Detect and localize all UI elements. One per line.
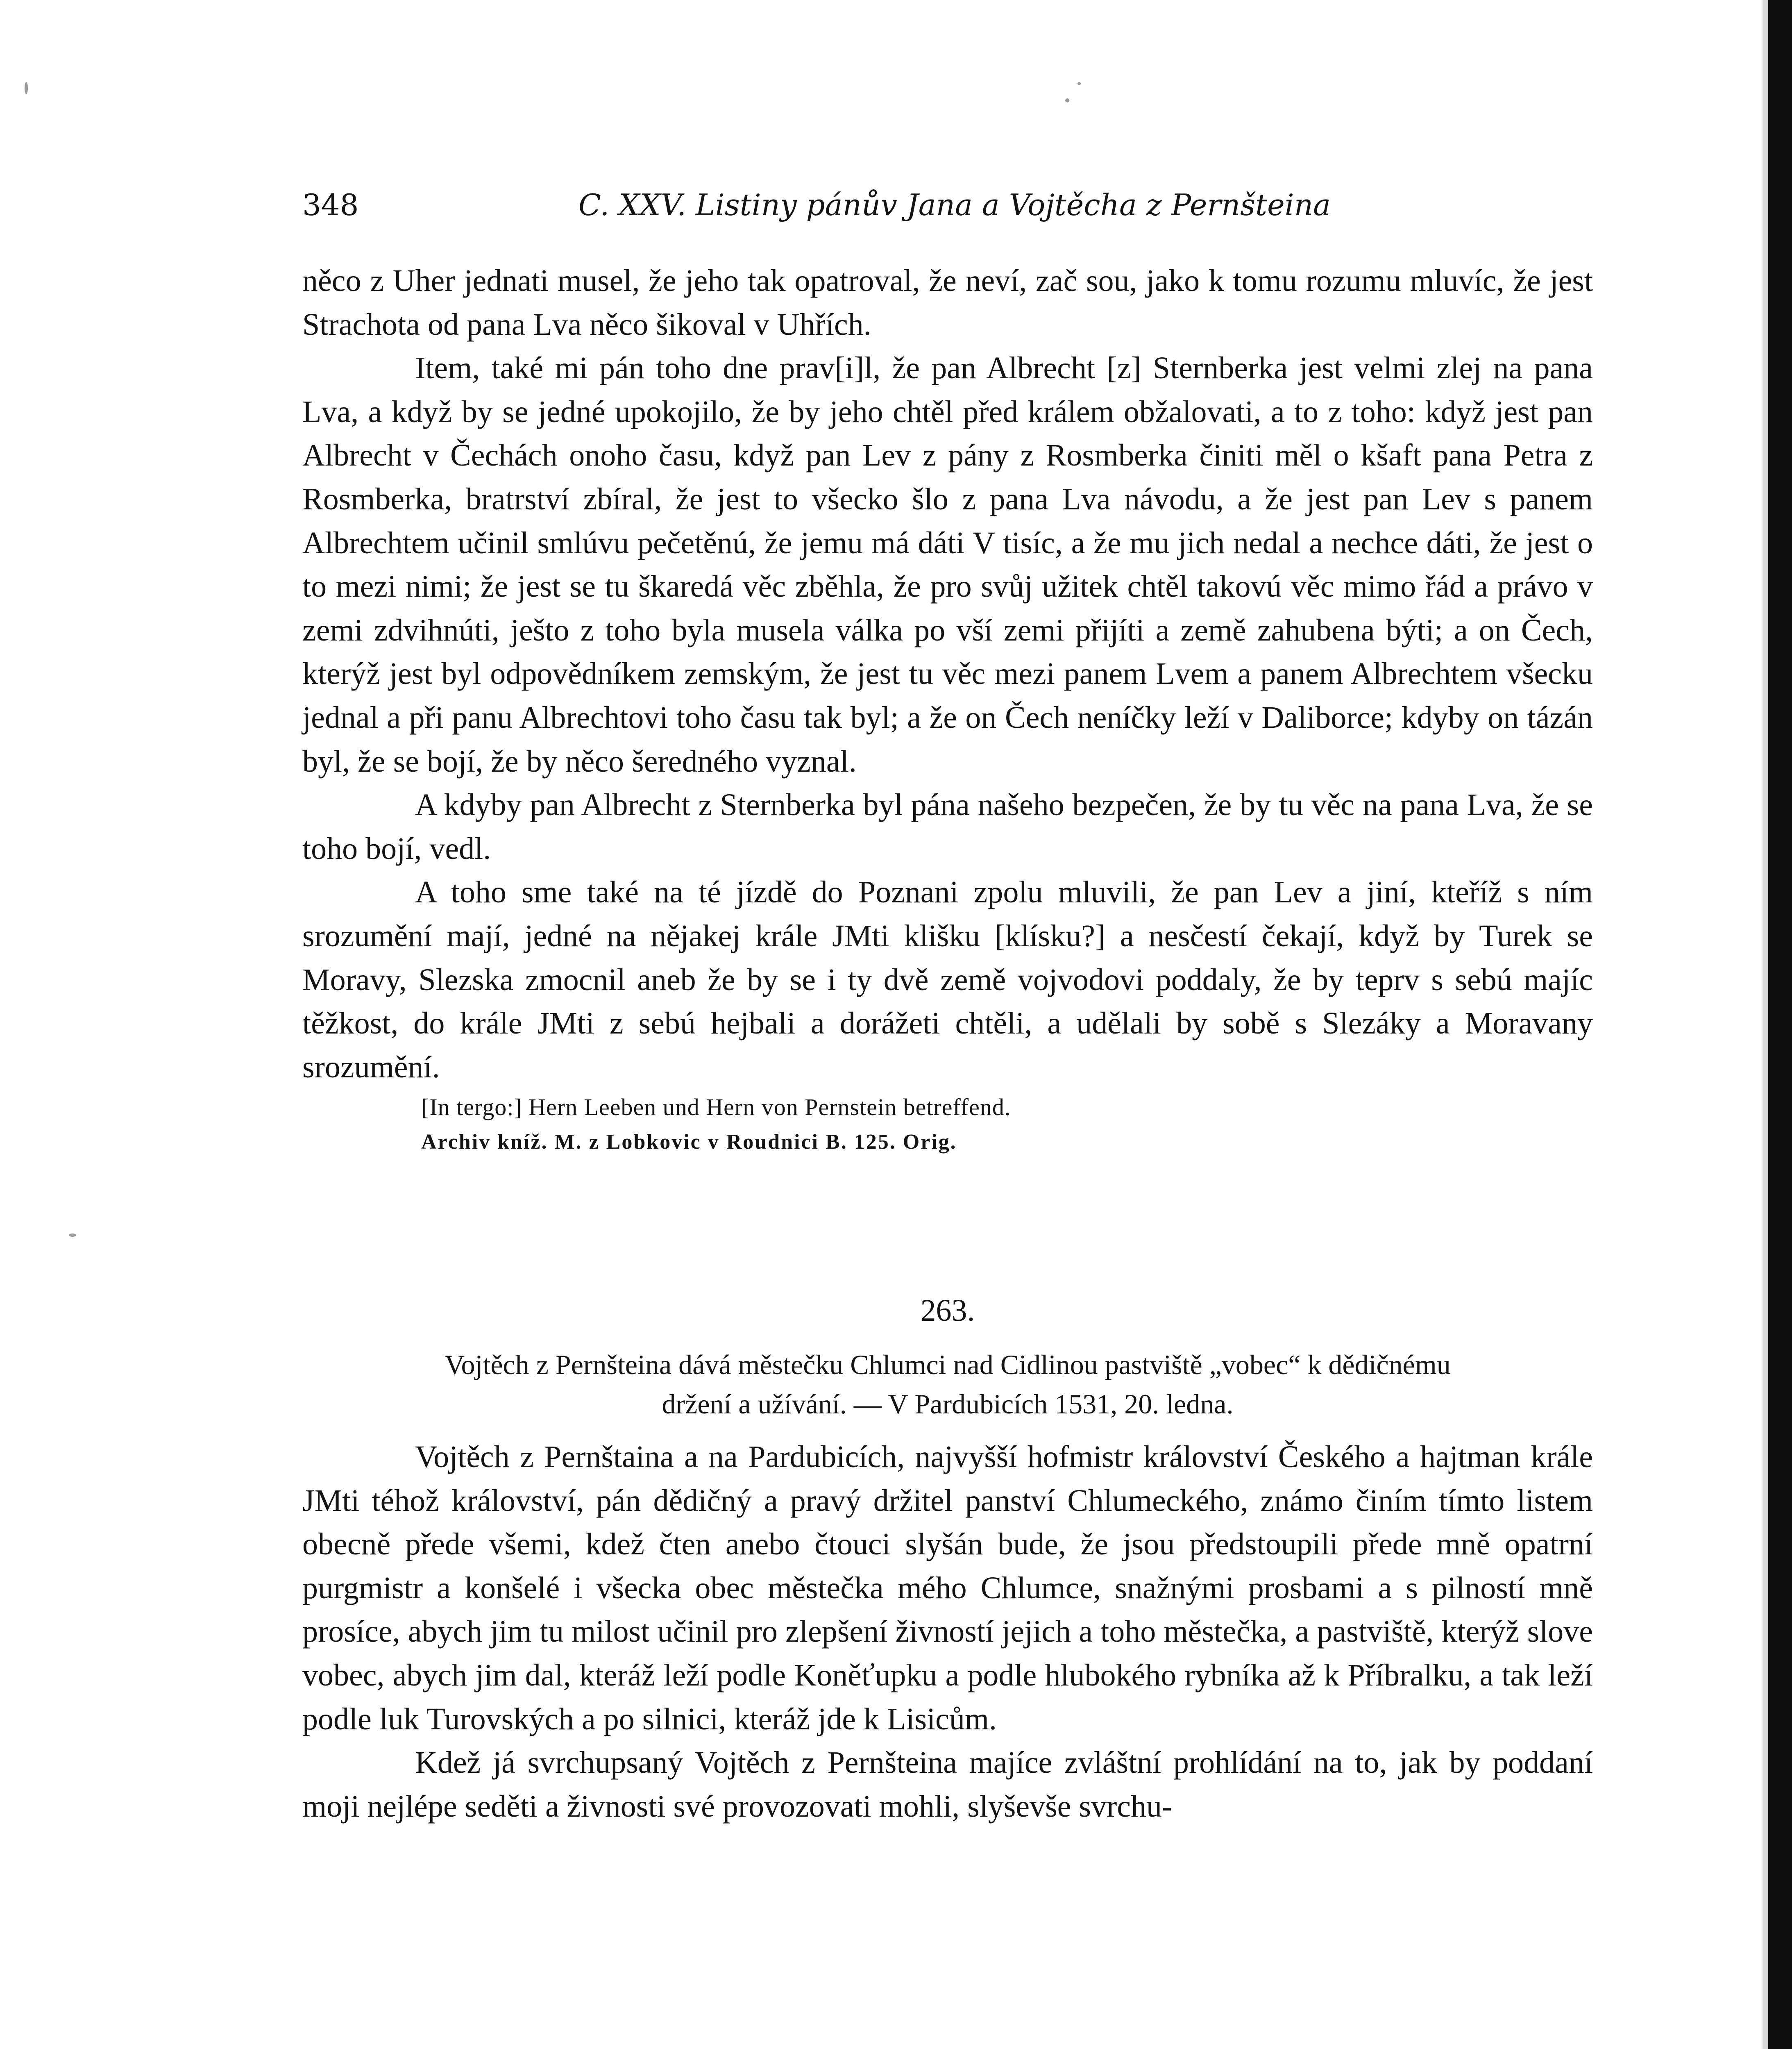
document-263-body (302, 1435, 1593, 1828)
regest-line-2: držení a užívání. — V Pardubicích 1531, 20. ledna. (662, 1388, 1234, 1420)
document-number: 263. (920, 1293, 975, 1328)
scan-speck (1077, 82, 1081, 85)
endorsement-note: [In tergo:] Hern Leeben und Hern von Pernstein betreffend. (421, 1094, 1011, 1121)
document-paragraph-1: Vojtěch z Pernštaina a na Pardubicích, najvyšší hofmistr království Českého a hajtman krále JMti téhož království, pán dědičný a pravý držitel panství Chlumeckého, známo činím tímto listem obecně přede všemi, kdež čten anebo čtouci slyšán bude, že jsou předstoupili přede mně opatrní purgmistr a konšelé i všecka obec městečka mého Chlumce, snažnými prosbami a s pilností mně prosíce, abych jim tu milost učinil pro zlepšení živností jejich a toho městečka, a pastviště, kterýž slove vobec, abych jim dal, kteráž leží podle Koněťupku a podle hlubokého rybníka až k Příbralku, a tak leží podle luk Turovských a po silnici, kteráž jde k Lisicům. (302, 1440, 1593, 1736)
scan-speck (1065, 98, 1069, 102)
running-title: C. XXV. Listiny pánův Jana a Vojtěcha z Pernšteina (578, 188, 1331, 222)
scan-edge-shadow (1763, 0, 1768, 2049)
letter-262-body (302, 259, 1593, 1159)
page-number: 348 (302, 188, 359, 222)
document-paragraph-2: Kdež já svrchupsaný Vojtěch z Pernšteina majíce zvláštní prohlídání na to, jak by poddaní moji nejlépe seděti a živnosti své provozovati mohli, slyševše svrchu- (302, 1745, 1593, 1824)
scan-speck (25, 82, 28, 94)
letter-paragraph-4: A toho sme také na té jízdě do Poznani zpolu mluvili, že pan Lev a jiní, kteříž s ním srozumění mají, jedné na nějakej krále JMti klišku [klísku?] a nesčestí čekají, když by Turek se Moravy, Slezska zmocnil aneb že by se i ty dvě země vojvodovi poddaly, že by teprv s sebú majíc těžkost, do krále JMti z sebú hejbali a dorážeti chtěli, a udělali by sobě s Slezáky a Moravany srozumění. (302, 875, 1593, 1084)
regest-line-1: Vojtěch z Pernšteina dává městečku Chlumci nad Cidlinou pastviště „vobec“ k dědičnému (445, 1349, 1451, 1380)
document-regest (302, 1345, 1593, 1424)
scan-edge-border (1768, 0, 1792, 2049)
letter-paragraph-2: Item, také mi pán toho dne prav[i]l, že pan Albrecht [z] Sternberka jest velmi zlej na pana Lva, a když by se jedné upokojilo, že by jeho chtěl před králem obžalovati, a to z toho: když jest pan Albrecht v Čechách onoho času, když pan Lev z pány z Rosmberka činiti měl o kšaft pana Petra z Rosmberka, bratrství zbíral, že jest to všecko šlo z pana Lva návodu, a že jest pan Lev s panem Albrechtem učinil smlúvu pečetěnú, že jemu má dáti V tisíc, a že mu jich nedal a nechce dáti, že jest o to mezi nimi; že jest se tu škaredá věc zběhla, že pro svůj užitek chtěl takovú věc mimo řád a právo v zemi zdvihnúti, ješto z toho byla musela válka po vší zemi přijíti a země zahubena býti; a on Čech, kterýž jest byl odpovědníkem zemským, že jest tu věc mezi panem Lvem a panem Albrechtem všecku jednal a při panu Albrechtovi toho času tak byl; a že on Čech neníčky leží v Daliborce; kdyby on tázán byl, že se bojí, že by něco šeredného vyznal. (302, 351, 1593, 779)
scan-speck (69, 1233, 76, 1237)
page-header (302, 180, 1331, 229)
letter-paragraph-1: něco z Uher jednati musel, že jeho tak opatroval, že neví, zač sou, jako k tomu rozumu mluvíc, že jest Strachota od pana Lva něco šikoval v Uhřích. (302, 264, 1593, 342)
letter-paragraph-3: A kdyby pan Albrecht z Sternberka byl pána našeho bezpečen, že by tu věc na pana Lva, že se toho bojí, vedl. (302, 788, 1593, 866)
archive-source: Archiv kníž. M. z Lobkovic v Roudnici B. 125. Orig. (421, 1130, 957, 1154)
